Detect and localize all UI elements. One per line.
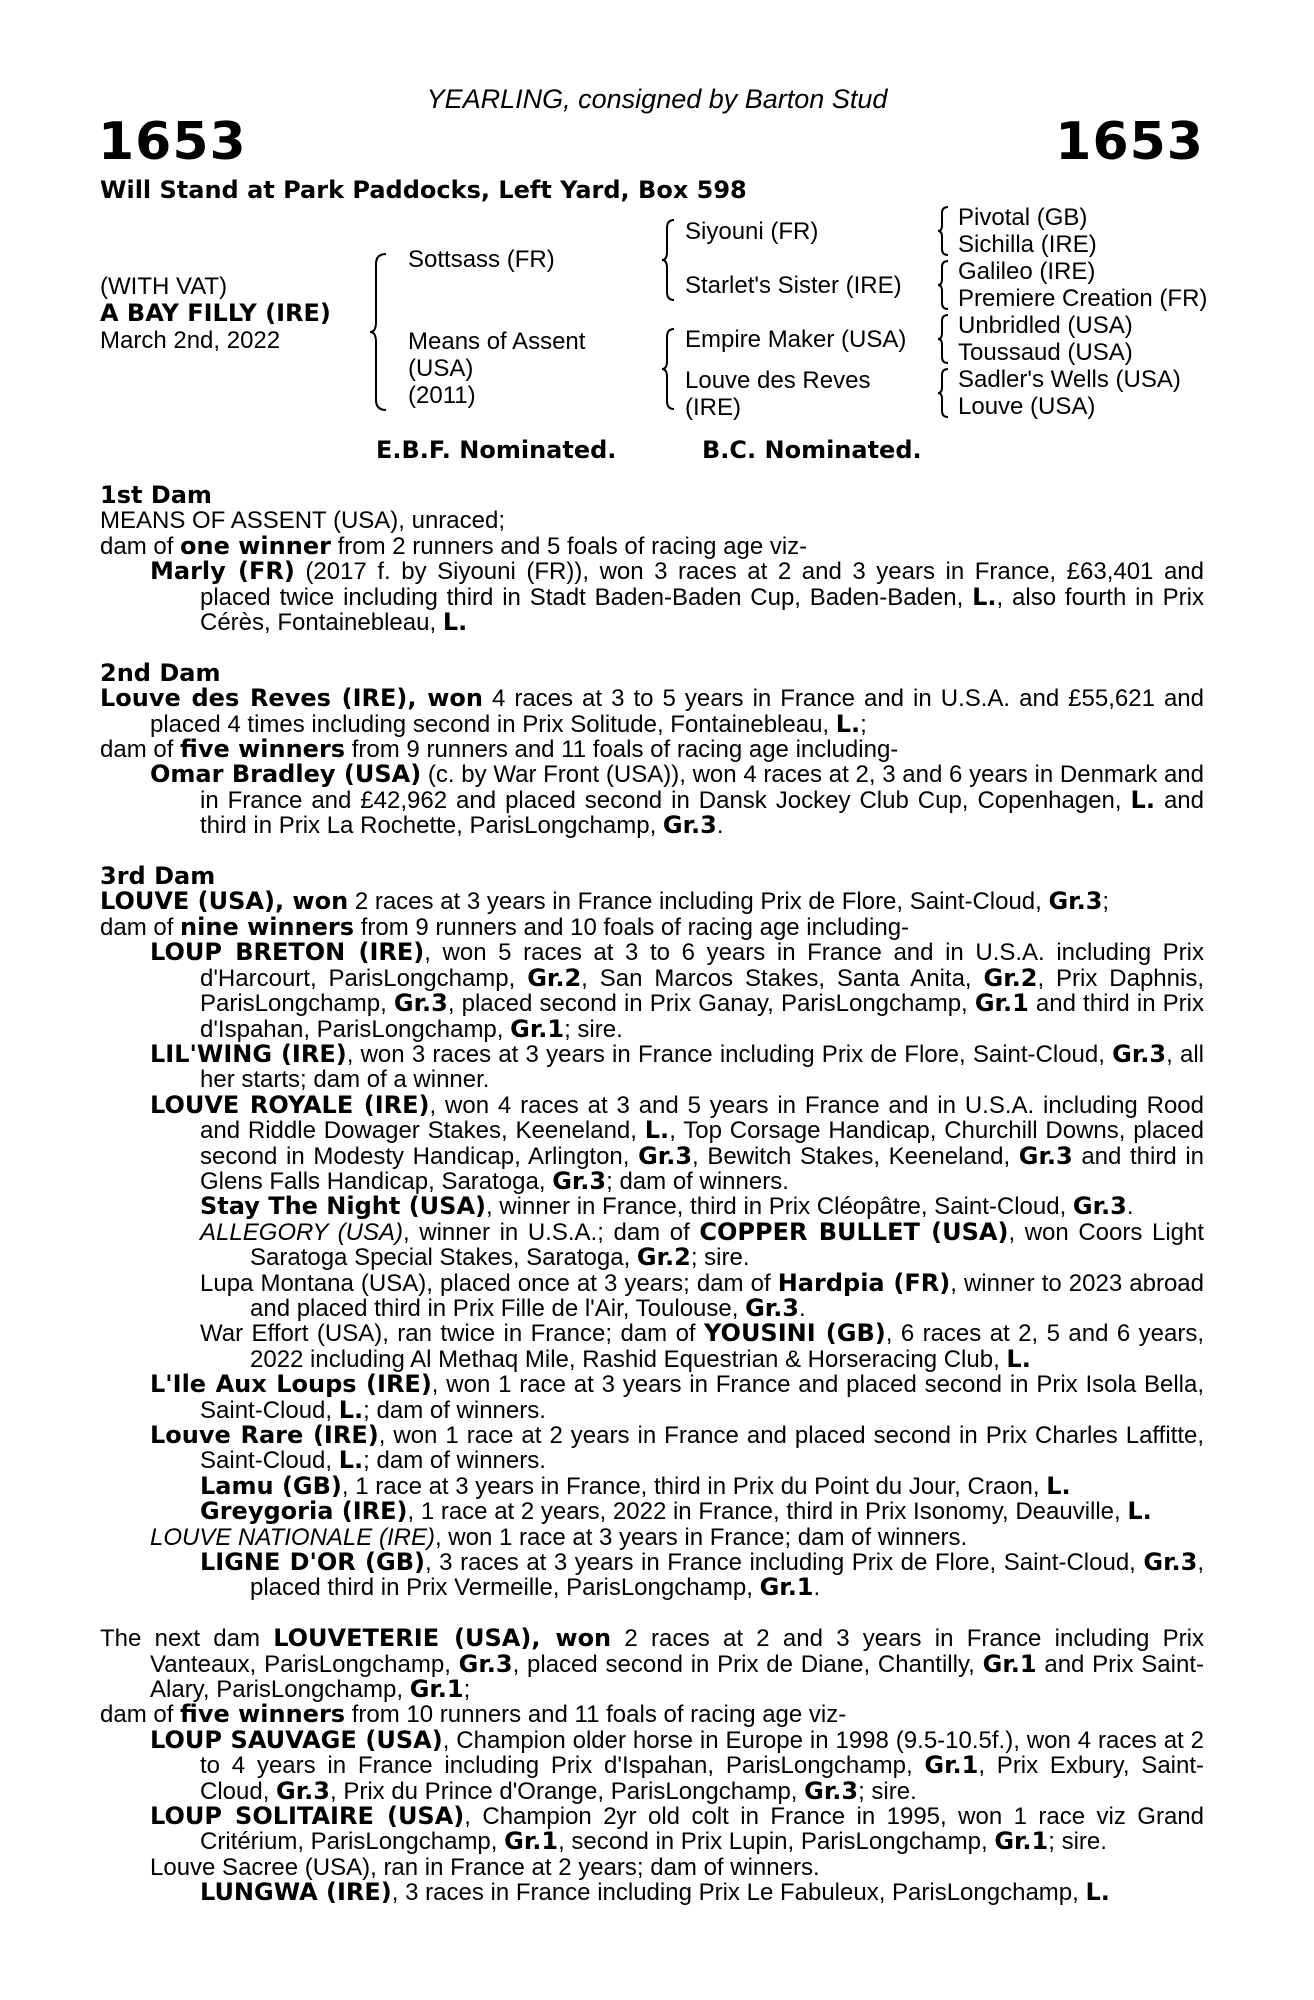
sichilla: Sichilla (IRE) xyxy=(958,231,1097,258)
sire-dam: Starlet's Sister (IRE) xyxy=(685,272,902,299)
dam-of-line: dam of five winners from 9 runners and 11 foals of racing age including- xyxy=(100,735,899,764)
brace-dd xyxy=(936,367,952,419)
grandproduce-entry: Lamu (GB), 1 race at 3 years in France, third in Prix du Point du Jour, Craon, L. xyxy=(200,1471,1071,1500)
dam-record: LOUVE (USA), won 2 races at 3 years in France including Prix de Flore, Saint-Cloud, Gr.3; xyxy=(100,887,1110,916)
second-dam-section xyxy=(100,658,1205,840)
lot-name: A BAY FILLY (IRE) xyxy=(100,299,331,327)
grandproduce-entry: War Effort (USA), ran twice in France; dam of YOUSINI (GB), 6 races at 2, 5 and 6 years, 2022 including Al Methaq Mile, Rashid Equestrian & Horseracing Club, L. xyxy=(200,1319,1204,1373)
section-heading: 1st Dam xyxy=(100,481,212,509)
bc-nominated: B.C. Nominated. xyxy=(702,436,922,464)
lot-number-right: 1653 xyxy=(1055,112,1204,172)
grandproduce-entry: LUNGWA (IRE), 3 races in France including Prix Le Fabuleux, ParisLongchamp, L. xyxy=(200,1878,1110,1907)
lot-number-left: 1653 xyxy=(98,112,247,172)
grandproduce-entry: Greygoria (IRE), 1 race at 2 years, 2022 in France, third in Prix Isonomy, Deauville, L. xyxy=(200,1497,1152,1526)
dam-of-line: dam of five winners from 10 runners and 11 foals of racing age viz- xyxy=(100,1700,847,1729)
dam-record: Louve des Reves (IRE), won 4 races at 3 to 5 years in France and in U.S.A. and £55,621 and placed 4 times including second in Prix Solitude, Fontainebleau, L.; xyxy=(100,684,1205,738)
stand-location: Will Stand at Park Paddocks, Left Yard, Box 598 xyxy=(100,176,747,204)
pivotal: Pivotal (GB) xyxy=(958,204,1088,231)
dam-name-line1: Means of Assent xyxy=(408,328,586,355)
first-dam-section xyxy=(100,483,1204,635)
toussaud: Toussaud (USA) xyxy=(958,339,1133,366)
next-dam-section xyxy=(100,1626,1204,1905)
produce-entry: Louve Sacree (USA), ran in France at 2 years; dam of winners. xyxy=(150,1853,820,1881)
consignor-line: YEARLING, consigned by Barton Stud xyxy=(426,84,888,114)
produce-entry: LOUP BRETON (IRE), won 5 races at 3 to 6 years in France and in U.S.A. including Prix d'Harcourt, ParisLongchamp, Gr.2, San Marcos Stakes, Santa Anita, Gr.2, Prix Daphnis, ParisLongchamp, Gr.3, placed second in Prix Ganay, ParisLongchamp, Gr.1 and third in Prix d'Ispahan, ParisLongchamp, Gr.1; sire. xyxy=(150,938,1205,1043)
galileo: Galileo (IRE) xyxy=(958,258,1096,285)
produce-entry: LOUP SAUVAGE (USA), Champion older horse in Europe in 1998 (9.5-10.5f.), won 4 races at 2 to 4 years in France including Prix d'Ispahan, ParisLongchamp, Gr.1, Prix Exbury, Saint-Cloud, Gr.3, Prix du Prince d'Orange, ParisLongchamp, Gr.3; sire. xyxy=(150,1725,1204,1805)
sire-name: Sottsass (FR) xyxy=(408,246,555,273)
vat-note: (WITH VAT) xyxy=(100,273,228,300)
brace-ss xyxy=(936,205,952,257)
brace-sd xyxy=(936,259,952,311)
produce-entry: LOUVE NATIONALE (IRE), won 1 race at 3 years in France; dam of winners. xyxy=(150,1523,968,1551)
produce-entry: Louve Rare (IRE), won 1 race at 2 years in France and placed second in Prix Charles Laffitte, Saint-Cloud, L.; dam of winners. xyxy=(150,1421,1205,1475)
produce-entry: Marly (FR) (2017 f. by Siyouni (FR)), won 3 races at 2 and 3 years in France, £63,401 and placed twice including third in Stadt Baden-Baden Cup, Baden-Baden, L., also fourth in Prix Cérès, Fontainebleau, L. xyxy=(150,557,1204,637)
dam-name-line2: (USA) xyxy=(408,355,474,382)
dam-dam-line1: Louve des Reves xyxy=(685,367,871,394)
third-dam-section xyxy=(100,864,1204,1601)
produce-entry: L'Ile Aux Loups (IRE), won 1 race at 3 years in France and placed second in Prix Isola Bella, Saint-Cloud, L.; dam of winners. xyxy=(150,1370,1205,1424)
grandproduce-entry: Stay The Night (USA), winner in France, third in Prix Cléopâtre, Saint-Cloud, Gr.3. xyxy=(200,1192,1134,1221)
foaling-date: March 2nd, 2022 xyxy=(100,327,281,354)
grandproduce-entry: Lupa Montana (USA), placed once at 3 years; dam of Hardpia (FR), winner to 2023 abroad and placed third in Prix Fille de l'Air, Toulouse, Gr.3. xyxy=(200,1268,1204,1322)
section-heading: 2nd Dam xyxy=(100,658,221,687)
dam-name-line3: (2011) xyxy=(408,382,476,409)
ebf-nominated: E.B.F. Nominated. xyxy=(376,436,617,464)
unbridled: Unbridled (USA) xyxy=(958,312,1133,339)
dam-line: MEANS OF ASSENT (USA), unraced; xyxy=(100,507,506,535)
catalogue-body xyxy=(100,483,1204,1906)
dam-of-line: dam of one winner from 2 runners and 5 foals of racing age viz- xyxy=(100,531,808,560)
brace-main xyxy=(368,252,390,412)
produce-entry: Omar Bradley (USA) (c. by War Front (USA)), won 4 races at 2, 3 and 6 years in Denmark and in France and £42,962 and placed second in Dansk Jockey Club Cup, Copenhagen, L. and third in Prix La Rochette, ParisLongchamp, Gr.3. xyxy=(150,760,1205,840)
brace-ds xyxy=(936,313,952,365)
dam-dam-line2: (IRE) xyxy=(685,394,741,421)
dam-sire: Empire Maker (USA) xyxy=(685,326,907,353)
section-heading: 3rd Dam xyxy=(100,862,216,891)
brace-sire xyxy=(660,218,678,302)
produce-entry: LOUP SOLITAIRE (USA), Champion 2yr old colt in France in 1995, won 1 race viz Grand Critérium, ParisLongchamp, Gr.1, second in Prix Lupin, ParisLongchamp, Gr.1; sire. xyxy=(150,1802,1204,1856)
produce-entry: LOUVE ROYALE (IRE), won 4 races at 3 and 5 years in France and in U.S.A. including Rood and Riddle Dowager Stakes, Keeneland, L., Top Corsage Handicap, Churchill Downs, placed second in Modesty Handicap, Arlington, Gr.3, Bewitch Stakes, Keeneland, Gr.3 and third in Glens Falls Handicap, Saratoga, Gr.3; dam of winners. xyxy=(150,1090,1205,1195)
grandproduce-entry: LIGNE D'OR (GB), 3 races at 3 years in France including Prix de Flore, Saint-Cloud, Gr.3, placed third in Prix Vermeille, ParisLongchamp, Gr.1. xyxy=(200,1548,1204,1602)
dam-of-line: dam of nine winners from 9 runners and 10 foals of racing age including- xyxy=(100,912,910,941)
louve: Louve (USA) xyxy=(958,393,1096,420)
sire-sire: Siyouni (FR) xyxy=(685,218,819,245)
dam-record: The next dam LOUVETERIE (USA), won 2 races at 2 and 3 years in France including Prix Vanteaux, ParisLongchamp, Gr.3, placed second in Prix de Diane, Chantilly, Gr.1 and Prix Saint-Alary, ParisLongchamp, Gr.1; xyxy=(100,1624,1205,1704)
brace-dam xyxy=(660,327,678,411)
sadlers-wells: Sadler's Wells (USA) xyxy=(958,366,1181,393)
produce-entry: LIL'WING (IRE), won 3 races at 3 years in France including Prix de Flore, Saint-Cloud, Gr.3, all her starts; dam of a winner. xyxy=(150,1039,1204,1094)
grandproduce-entry: ALLEGORY (USA), winner in U.S.A.; dam of COPPER BULLET (USA), won Coors Light Saratoga Special Stakes, Saratoga, Gr.2; sire. xyxy=(200,1217,1205,1272)
premiere-creation: Premiere Creation (FR) xyxy=(958,285,1208,312)
